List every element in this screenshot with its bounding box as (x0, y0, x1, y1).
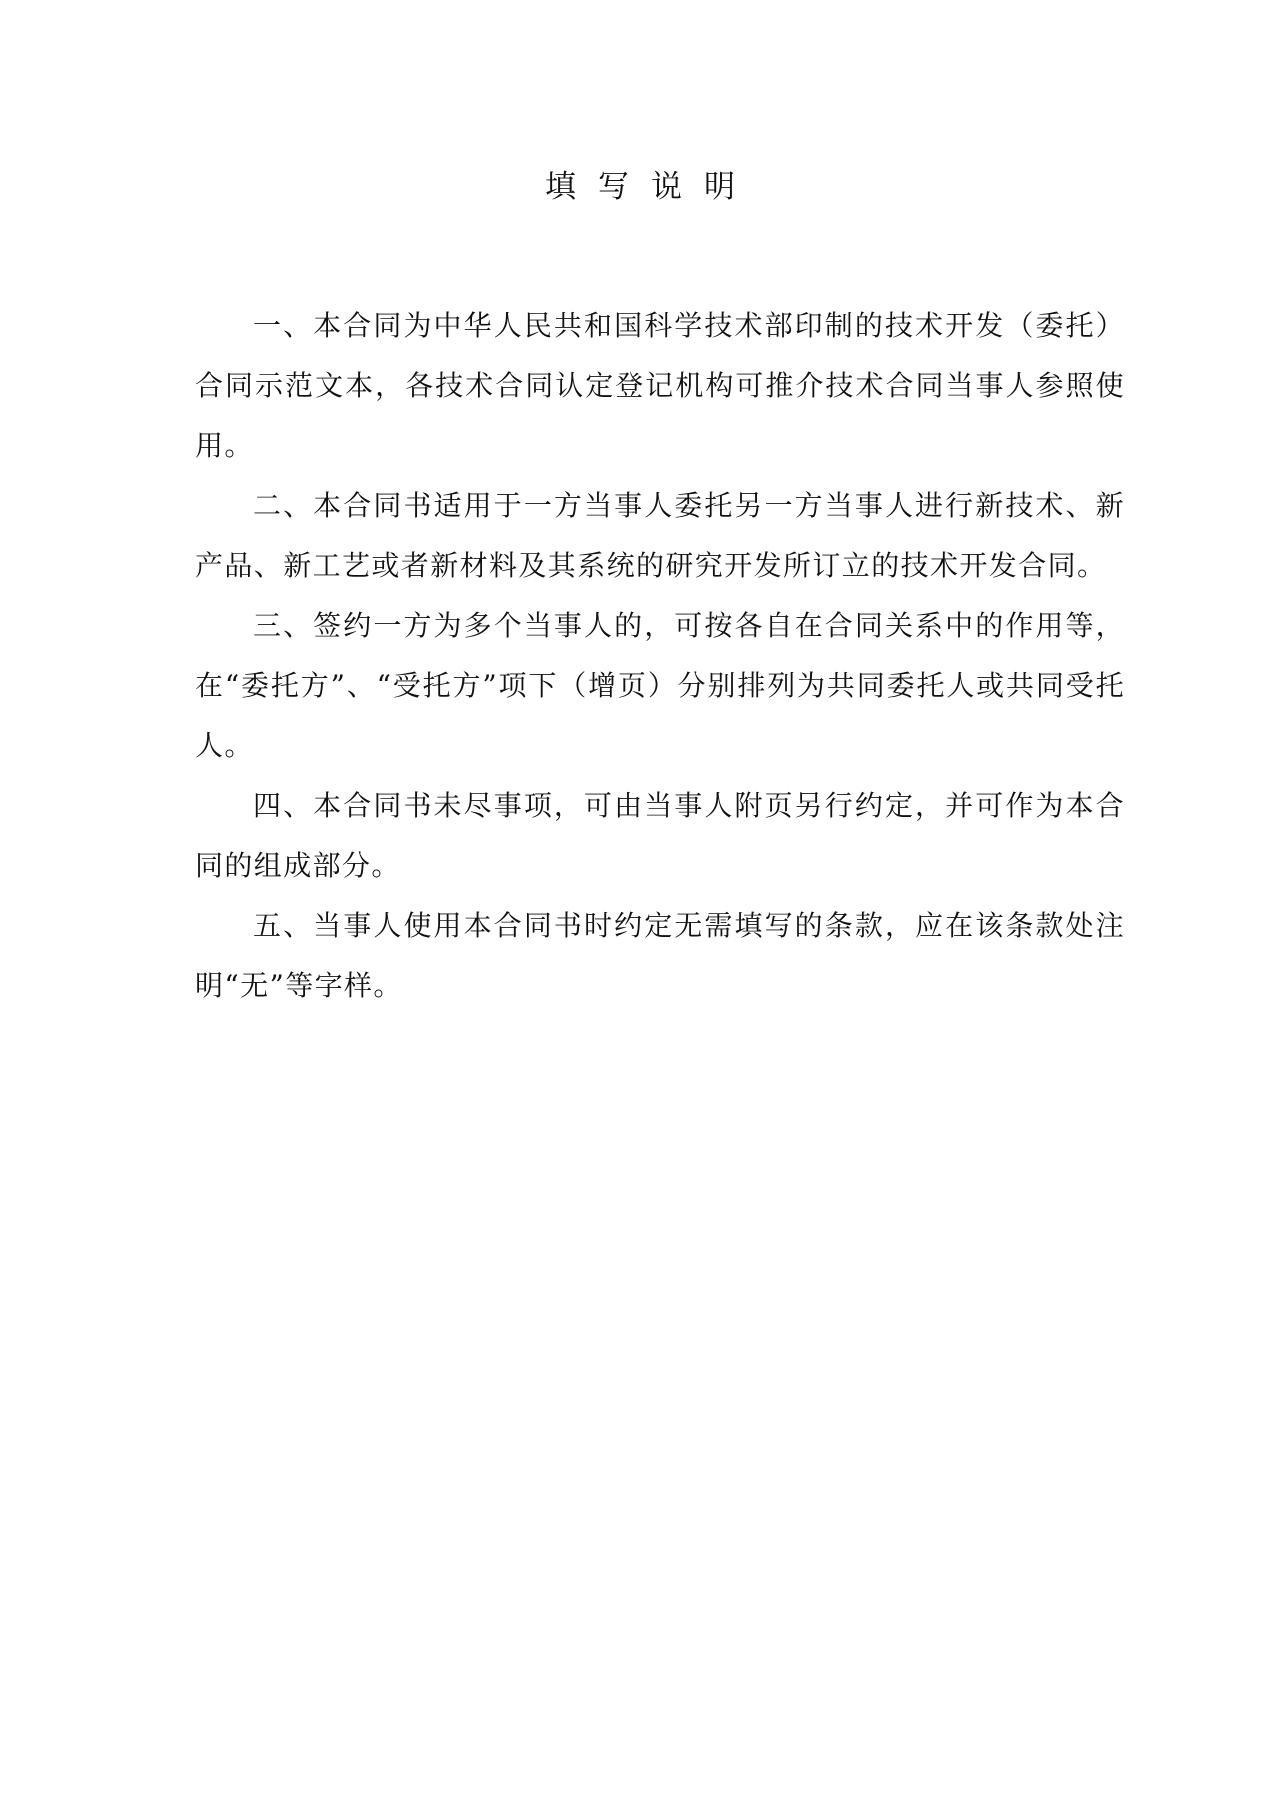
instruction-paragraph-3: 三、签约一方为多个当事人的，可按各自在合同关系中的作用等，在“委托方”、“受托方”项下（增页）分别排列为共同委托人或共同受托人。 (195, 609, 1125, 762)
instruction-paragraph-2: 二、本合同书适用于一方当事人委托另一方当事人进行新技术、新产品、新工艺或者新材料及其系统的研究开发所订立的技术开发合同。 (195, 489, 1125, 582)
instruction-paragraph-5: 五、当事人使用本合同书时约定无需填写的条款，应在该条款处注明“无”等字样。 (195, 909, 1125, 1002)
instruction-paragraph-4: 四、本合同书未尽事项，可由当事人附页另行约定，并可作为本合同的组成部分。 (195, 789, 1125, 882)
instructions-body (195, 296, 1125, 1016)
instruction-paragraph-1: 一、本合同为中华人民共和国科学技术部印制的技术开发（委托）合同示范文本，各技术合同认定登记机构可推介技术合同当事人参照使用。 (195, 309, 1125, 462)
page-title: 填写说明 (545, 169, 757, 205)
